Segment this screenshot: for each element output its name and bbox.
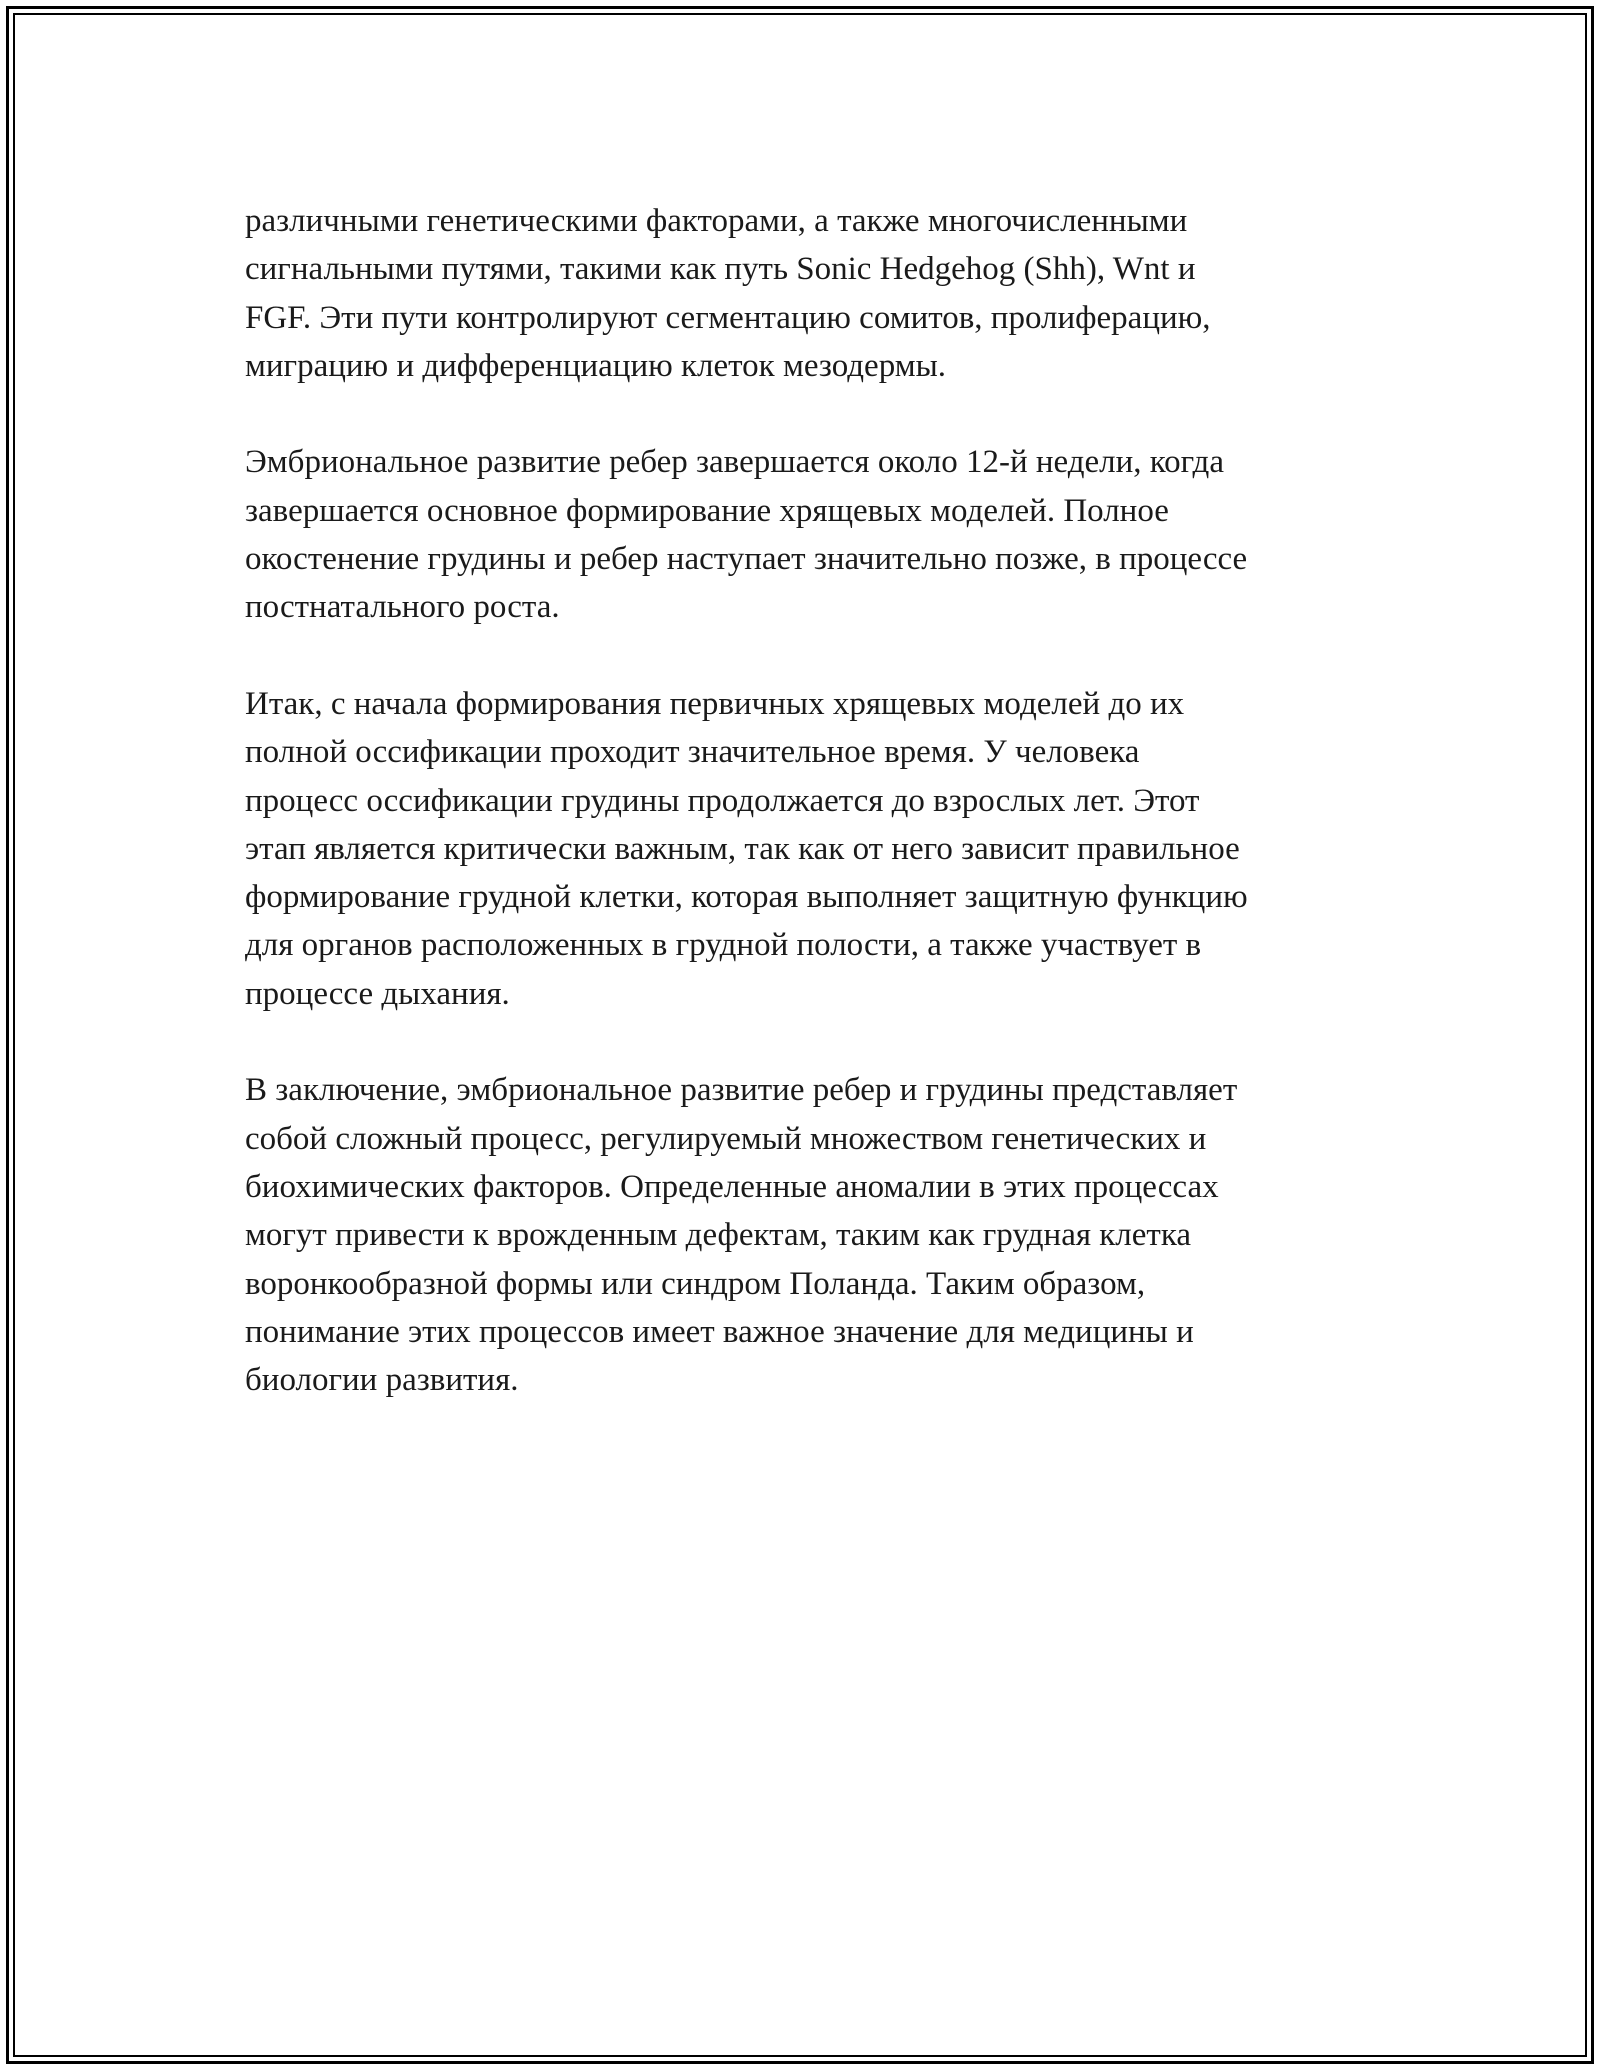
paragraph-2 xyxy=(245,438,1385,631)
text-line: понимание этих процессов имеет важное значение для медицины и xyxy=(245,1313,1194,1350)
text-line: постнатального роста. xyxy=(245,589,560,626)
paragraph-3 xyxy=(245,680,1385,1018)
text-line: для органов расположенных в грудной полости, а также участвует в xyxy=(245,927,1202,964)
text-line: завершается основное формирование хрящевых моделей. Полное xyxy=(245,492,1169,529)
text-line: биологии развития. xyxy=(245,1362,519,1399)
text-line: воронкообразной формы или синдром Поланда. Таким образом, xyxy=(245,1265,1146,1302)
text-line: различными генетическими факторами, а также многочисленными xyxy=(245,203,1188,239)
text-line: этап является критически важным, так как от него зависит правильное xyxy=(245,830,1240,867)
page-border xyxy=(6,6,1594,2064)
text-line: FGF. Эти пути контролируют сегментацию сомитов, пролиферацию, xyxy=(245,299,1211,336)
text-line: собой сложный процесс, регулируемый множеством генетических и xyxy=(245,1120,1207,1157)
paragraph-4 xyxy=(245,1066,1385,1404)
text-line: формирование грудной клетки, которая выполняет защитную функцию xyxy=(245,879,1248,916)
text-line: процессе дыхания. xyxy=(245,975,510,1012)
text-line: миграцию и дифференциацию клеток мезодермы. xyxy=(245,347,947,384)
text-line: могут привести к врожденным дефектам, таким как грудная клетка xyxy=(245,1217,1192,1254)
paragraph-1 xyxy=(245,197,1385,390)
text-line: Эмбриональное развитие ребер завершается около 12-й недели, когда xyxy=(245,444,1224,481)
text-line: процесс оссификации грудины продолжается до взрослых лет. Этот xyxy=(245,782,1200,819)
text-line: окостенение грудины и ребер наступает значительно позже, в процессе xyxy=(245,541,1248,578)
text-line: сигнальными путями, такими как путь Sonic Hedgehog (Shh), Wnt и xyxy=(245,251,1196,288)
text-line: Итак, с начала формирования первичных хрящевых моделей до их xyxy=(245,685,1185,722)
document-body xyxy=(245,197,1385,1453)
text-line: В заключение, эмбриональное развитие ребер и грудины представляет xyxy=(245,1072,1238,1109)
text-line: полной оссификации проходит значительное время. У человека xyxy=(245,734,1140,771)
text-line: биохимических факторов. Определенные аномалии в этих процессах xyxy=(245,1168,1219,1205)
